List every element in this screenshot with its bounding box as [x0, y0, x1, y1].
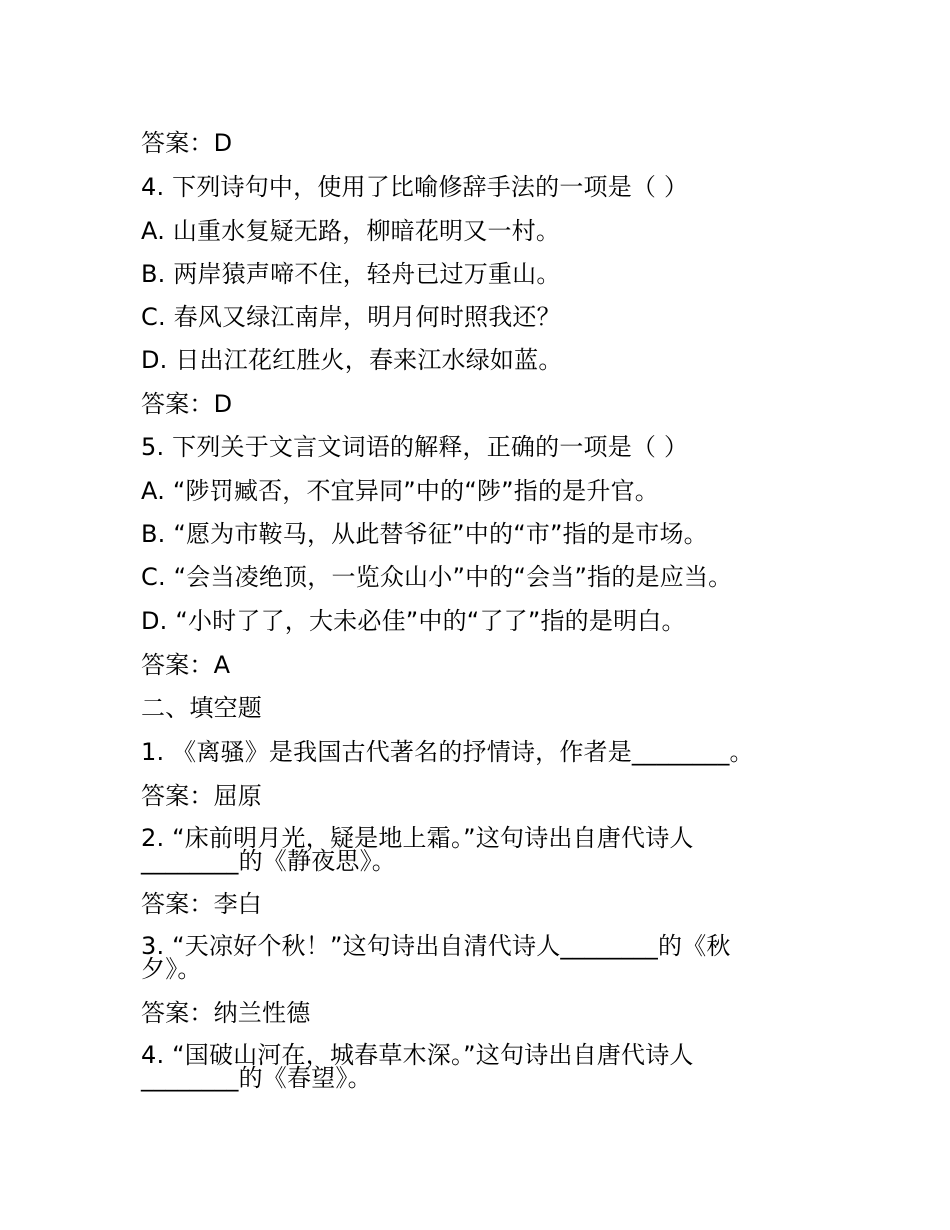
question-4-option-a: A. 山重水复疑无路，柳暗花明又一村。 — [141, 217, 561, 245]
fill-question-4: 4. “国破山河在，城春草木深。”这句诗出自唐代诗人 — [141, 1041, 694, 1069]
question-5-option-d: D. “小时了了，大未必佳”中的“了了”指的是明白。 — [141, 607, 686, 635]
question-5-option-b: B. “愿为市鞍马，从此替爷征”中的“市”指的是市场。 — [141, 520, 708, 548]
answer-line: 答案：A — [141, 651, 231, 679]
fill-question-3-continued: 夕》。 — [141, 955, 202, 983]
question-4: 4. 下列诗句中，使用了比喻修辞手法的一项是（ ） — [141, 173, 689, 201]
answer-line: 答案：纳兰性德 — [141, 999, 311, 1027]
answer-line: 答案：D — [141, 129, 233, 157]
fill-question-2: 2. “床前明月光，疑是地上霜。”这句诗出自唐代诗人 — [141, 824, 694, 852]
question-5-option-a: A. “陟罚臧否，不宜异同”中的“陟”指的是升官。 — [141, 477, 659, 505]
section-heading: 二、填空题 — [141, 694, 262, 722]
question-4-option-c: C. 春风又绿江南岸，明月何时照我还？ — [141, 303, 561, 331]
question-4-option-d: D. 日出江花红胜火，春来江水绿如蓝。 — [141, 346, 563, 374]
question-5-option-c: C. “会当凌绝顶，一览众山小”中的“会当”指的是应当。 — [141, 563, 733, 591]
question-4-option-b: B. 两岸猿声啼不住，轻舟已过万重山。 — [141, 260, 561, 288]
answer-line: 答案：D — [141, 390, 233, 418]
fill-question-2-continued: ________的《静夜思》。 — [141, 847, 396, 875]
fill-question-1: 1. 《离骚》是我国古代著名的抒情诗，作者是________。 — [141, 738, 754, 766]
answer-line: 答案：李白 — [141, 890, 262, 918]
question-5: 5. 下列关于文言文词语的解释，正确的一项是（ ） — [141, 433, 689, 461]
answer-line: 答案：屈原 — [141, 782, 262, 810]
fill-question-3: 3. “天凉好个秋！”这句诗出自清代诗人________的《秋 — [141, 932, 731, 960]
fill-question-4-continued: ________的《春望》。 — [141, 1064, 372, 1092]
